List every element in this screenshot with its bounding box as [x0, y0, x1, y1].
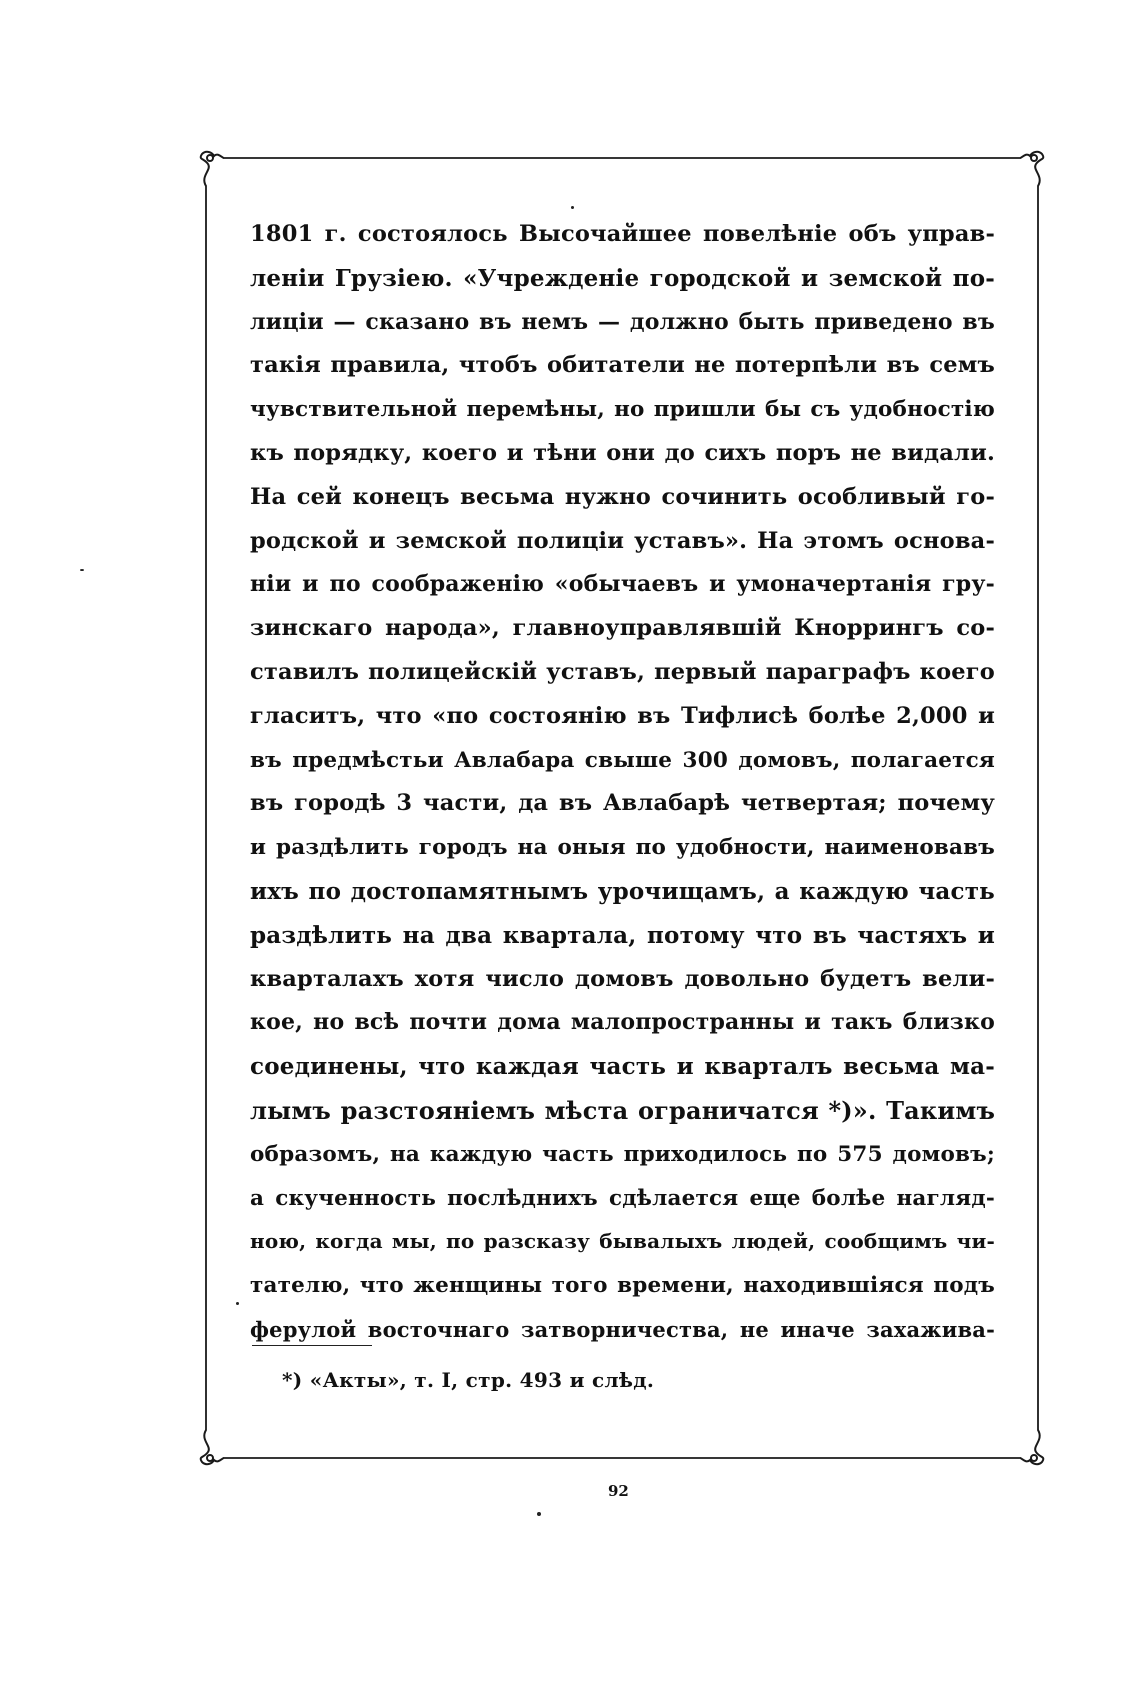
text-line: соединены, что каждая часть и кварталъ весьма ма-: [250, 1053, 995, 1081]
text-line: а скученность послѣднихъ сдѣлается еще болѣе нагляд-: [250, 1185, 995, 1211]
text-line: ніи и по соображенію «обычаевъ и умоначертанія гру-: [250, 571, 995, 598]
text-line: кварталахъ хотя число домовъ довольно будетъ вели-: [250, 965, 995, 992]
scan-speck: [571, 206, 574, 209]
text-line: образомъ, на каждую часть приходилось по 575 домовъ;: [250, 1141, 995, 1167]
text-line: На сей конецъ весьма нужно сочинить особливый го-: [250, 483, 995, 510]
body-text: [250, 213, 995, 1352]
text-line: и раздѣлить городъ на оныя по удобности, наименовавъ: [250, 835, 995, 861]
text-line: раздѣлить на два квартала, потому что въ частяхъ и: [250, 921, 995, 949]
text-line: зинскаго народа», главноуправлявшій Кноррингъ со-: [250, 615, 995, 642]
text-line: родской и земской полиціи уставъ». На этомъ основа-: [250, 527, 995, 554]
text-line: гласитъ, что «по состоянію въ Тифлисѣ болѣе 2,000 и: [250, 702, 995, 729]
footnote-divider: [252, 1345, 372, 1346]
text-line: къ порядку, коего и тѣни они до сихъ поръ не видали.: [250, 439, 995, 466]
scan-speck: [236, 1302, 239, 1305]
text-line: леніи Грузіею. «Учрежденіе городской и земской по-: [250, 264, 995, 292]
text-line: въ городѣ 3 части, да въ Авлабарѣ четвертая; почему: [250, 790, 995, 817]
text-line: ставилъ полицейскій уставъ, первый параграфъ коего: [250, 658, 995, 685]
text-line: въ предмѣстьи Авлабара свыше 300 домовъ, полагается: [250, 747, 995, 773]
text-line: такія правила, чтобъ обитатели не потерпѣли въ семъ: [250, 352, 995, 379]
text-line: лымъ разстояніемъ мѣста ограничатся *)». Такимъ: [250, 1095, 996, 1125]
text-line: ихъ по достопамятнымъ урочищамъ, а каждую часть: [250, 877, 995, 905]
text-line: тателю, что женщины того времени, находившіяся подъ: [250, 1273, 995, 1299]
text-line: чувствительной перемѣны, но пришли бы съ удобностію: [250, 397, 995, 423]
text-line: лиціи — сказано въ немъ — должно быть приведено въ: [250, 308, 995, 335]
scan-speck: [80, 569, 84, 571]
text-line: 1801 г. состоялось Высочайшее повелѣніе объ управ-: [250, 221, 995, 247]
footnote: *) «Акты», т. I, стр. 493 и слѣд.: [282, 1368, 655, 1392]
text-line: ною, когда мы, по разсказу бывалыхъ людей, сообщимъ чи-: [250, 1229, 995, 1254]
page-number: 92: [608, 1482, 629, 1500]
scan-speck: [537, 1512, 541, 1516]
text-line: кое, но всѣ почти дома малопространны и такъ близко: [250, 1009, 995, 1036]
text-line: ферулой восточнаго затворничества, не иначе захажива-: [250, 1316, 995, 1342]
